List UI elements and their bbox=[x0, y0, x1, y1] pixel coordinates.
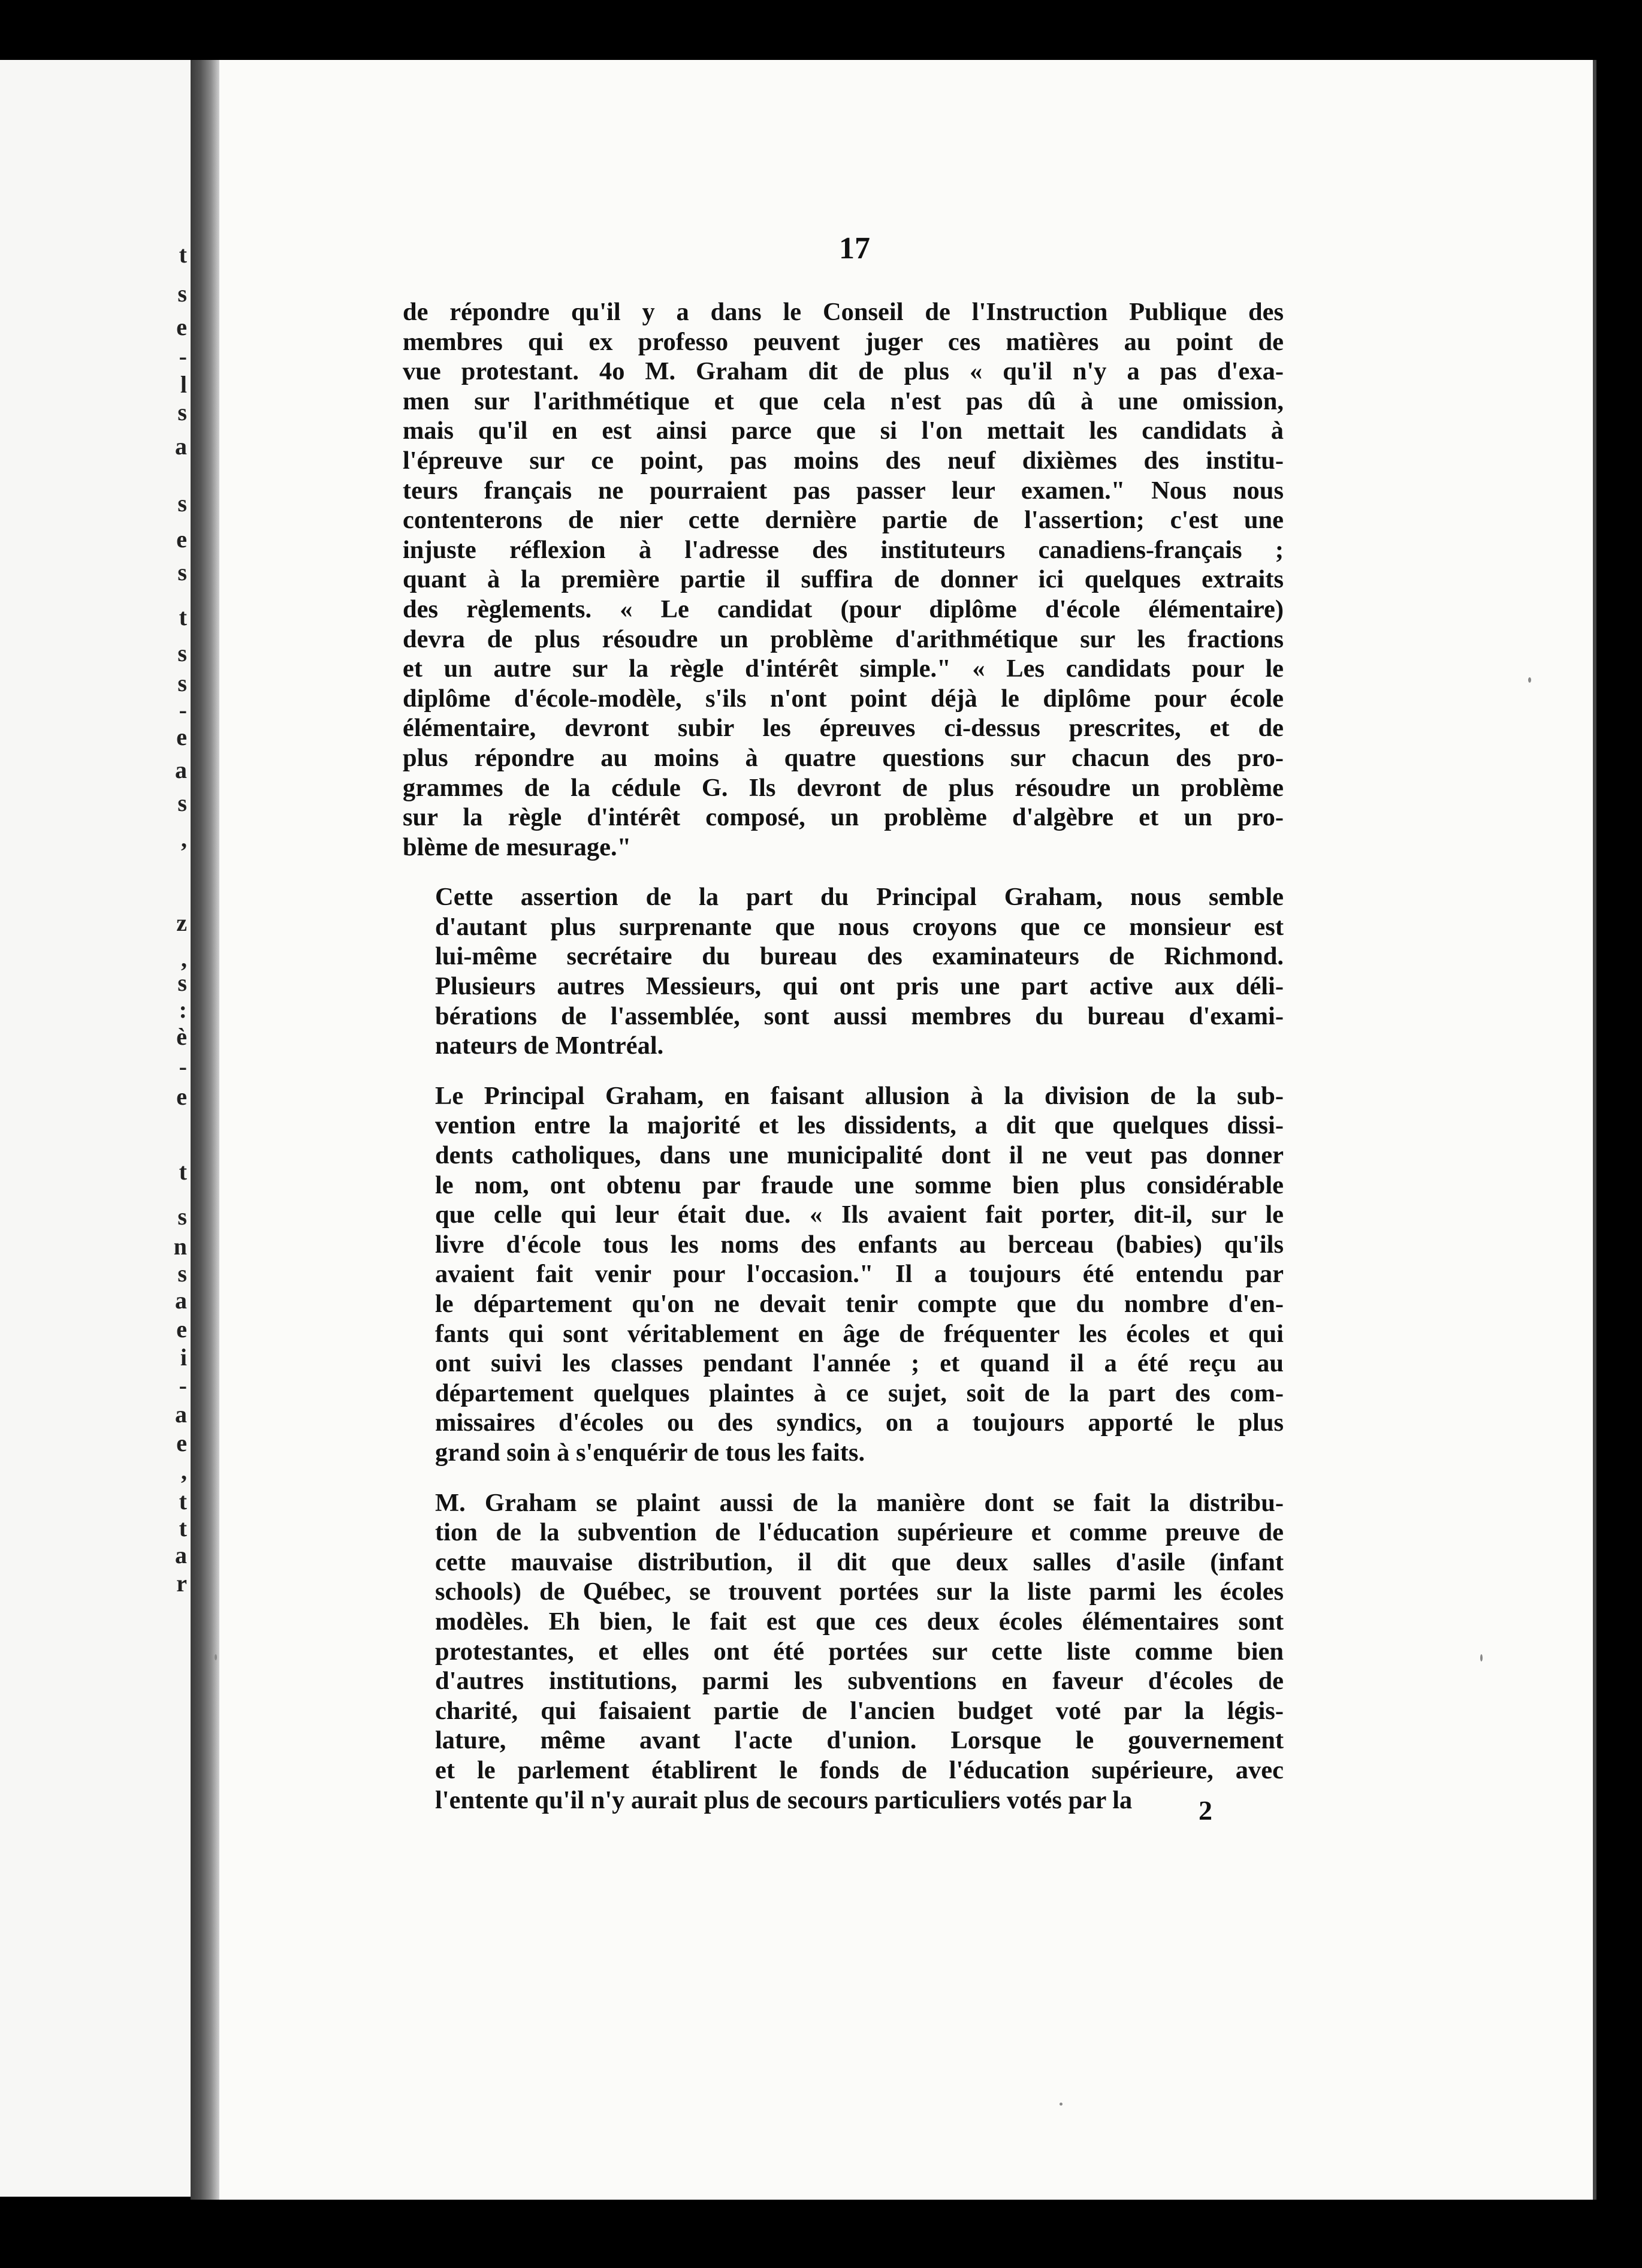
fringe-letter: t bbox=[179, 1158, 187, 1185]
page-edge-shadow bbox=[1593, 60, 1596, 2200]
fringe-letter: e bbox=[176, 1429, 187, 1456]
fringe-letter: l bbox=[180, 371, 187, 398]
text-line: nateurs de Montréal. bbox=[435, 1032, 664, 1060]
fringe-letter: - bbox=[179, 1372, 187, 1399]
facing-page-fringe-letters bbox=[0, 60, 191, 2197]
dust-speck bbox=[1060, 2103, 1063, 2106]
text-line: l'épreuve sur ce point, pas moins des neuf dixièmes des institu- bbox=[403, 446, 1284, 475]
paragraph bbox=[403, 1081, 1284, 1468]
text-line: livre d'école tous les noms des enfants au berceau (babies) qu'ils bbox=[435, 1230, 1284, 1259]
text-line: d'autant plus surprenante que nous croyons que ce monsieur est bbox=[435, 912, 1284, 941]
paragraph bbox=[403, 297, 1284, 862]
text-line: dents catholiques, dans une municipalité dont il ne veut pas donner bbox=[435, 1141, 1284, 1170]
fringe-letter: e bbox=[176, 313, 187, 340]
fringe-letter: a bbox=[175, 1287, 187, 1314]
fringe-letter: i bbox=[180, 1344, 187, 1371]
fringe-letter: e bbox=[176, 723, 187, 750]
text-line: modèles. Eh bien, le fait est que ces deux écoles élémentaires sont bbox=[435, 1607, 1284, 1636]
fringe-letter: r bbox=[176, 1570, 187, 1597]
text-line: missaires d'écoles ou des syndics, on a toujours apporté le plus bbox=[435, 1409, 1284, 1437]
dust-speck bbox=[215, 1654, 217, 1660]
text-line: plus répondre au moins à quatre questions sur chacun des pro- bbox=[403, 743, 1284, 772]
text-line: le nom, ont obtenu par fraude une somme bien plus considérable bbox=[435, 1171, 1284, 1199]
text-line: département quelques plaintes à ce sujet, soit de la part des com- bbox=[435, 1379, 1284, 1407]
text-line: élémentaire, devront subir les épreuves ci-dessus prescrites, et de bbox=[403, 714, 1284, 743]
fringe-letter: s bbox=[177, 280, 187, 307]
fringe-letter: n bbox=[173, 1233, 187, 1260]
text-line: vue protestant. 4o M. Graham dit de plus « qu'il n'y a pas d'exa- bbox=[403, 357, 1284, 386]
text-line: contenterons de nier cette dernière partie de l'assertion; c'est une bbox=[403, 506, 1284, 535]
text-line: blème de mesurage." bbox=[403, 833, 632, 861]
fringe-letter: s bbox=[177, 669, 187, 696]
text-line: membres qui ex professo peuvent juger ces matières au point de bbox=[403, 327, 1284, 356]
fringe-letter: t bbox=[179, 1515, 187, 1542]
fringe-letter: s bbox=[177, 640, 187, 666]
fringe-letter: e bbox=[176, 1083, 187, 1110]
text-line: Cette assertion de la part du Principal Graham, nous semble bbox=[435, 883, 1284, 912]
fringe-letter: s bbox=[177, 789, 187, 816]
fringe-letter: è bbox=[176, 1023, 187, 1050]
fringe-letter: a bbox=[175, 433, 187, 460]
text-line: cette mauvaise distribution, il dit que deux salles d'asile (infant bbox=[435, 1548, 1284, 1576]
text-line: grand soin à s'enquérir de tous les faits. bbox=[435, 1438, 865, 1467]
text-line: d'autres institutions, parmi les subventions en faveur d'écoles de bbox=[435, 1667, 1284, 1696]
text-line: grammes de la cédule G. Ils devront de plus résoudre un problème bbox=[403, 773, 1284, 802]
fringe-letter: , bbox=[181, 825, 187, 852]
text-line: injuste réflexion à l'adresse des instituteurs canadiens-français ; bbox=[403, 535, 1284, 564]
text-line: Le Principal Graham, en faisant allusion à la division de la sub- bbox=[435, 1081, 1284, 1110]
fringe-letter: s bbox=[177, 490, 187, 517]
text-line: schools) de Québec, se trouvent portées sur la liste parmi les écoles bbox=[435, 1578, 1284, 1606]
text-line: le département qu'on ne devait tenir compte que du nombre d'en- bbox=[435, 1290, 1284, 1318]
fringe-letter: s bbox=[177, 1260, 187, 1287]
fringe-letter: t bbox=[179, 604, 187, 631]
text-line: bérations de l'assemblée, sont aussi membres du bureau d'exami- bbox=[435, 1002, 1284, 1030]
text-line: que celle qui leur était due. « Ils avaient fait porter, dit-il, sur le bbox=[435, 1201, 1284, 1229]
fringe-letter: a bbox=[175, 756, 187, 783]
fringe-letter: - bbox=[179, 343, 187, 370]
text-line: sur la règle d'intérêt composé, un problème d'algèbre et un pro- bbox=[403, 803, 1284, 832]
dust-speck bbox=[1528, 677, 1531, 683]
signature-mark: 2 bbox=[1199, 1795, 1212, 1826]
facing-page-edge bbox=[0, 60, 191, 2197]
fringe-letter: : bbox=[179, 996, 187, 1023]
text-line: lature, même avant l'acte d'union. Lorsque le gouvernement bbox=[435, 1726, 1284, 1755]
fringe-letter: z bbox=[176, 909, 187, 936]
text-line: l'entente qu'il n'y aurait plus de secours particuliers votés par la bbox=[435, 1786, 1133, 1814]
body-text bbox=[403, 297, 1284, 1815]
text-line: protestantes, et elles ont été portées sur cette liste comme bien bbox=[435, 1637, 1284, 1666]
text-line: de répondre qu'il y a dans le Conseil de l'Instruction Publique des bbox=[403, 298, 1284, 326]
text-line: mais qu'il en est ainsi parce que si l'on mettait les candidats à bbox=[403, 417, 1284, 445]
dust-speck bbox=[1480, 1654, 1483, 1661]
text-line: et un autre sur la règle d'intérêt simple." « Les candidats pour le bbox=[403, 655, 1284, 683]
fringe-letter: - bbox=[179, 696, 187, 723]
text-line: fants qui sont véritablement en âge de fréquenter les écoles et qui bbox=[435, 1319, 1284, 1348]
text-line: charité, qui faisaient partie de l'ancien budget voté par la légis- bbox=[435, 1696, 1284, 1725]
text-line: vention entre la majorité et les dissidents, a dit que quelques dissi- bbox=[435, 1111, 1284, 1140]
text-line: avaient fait venir pour l'occasion." Il a toujours été entendu par bbox=[435, 1260, 1284, 1289]
fringe-letter: t bbox=[179, 1488, 187, 1515]
fringe-letter: , bbox=[181, 945, 187, 972]
fringe-letter: s bbox=[177, 559, 187, 586]
text-line: M. Graham se plaint aussi de la manière dont se fait la distribu- bbox=[435, 1488, 1284, 1517]
fringe-letter: t bbox=[179, 241, 187, 268]
text-line: men sur l'arithmétique et que cela n'est pas dû à une omission, bbox=[403, 387, 1284, 415]
text-line: des règlements. « Le candidat (pour diplôme d'école élémentaire) bbox=[403, 595, 1284, 623]
text-line: devra de plus résoudre un problème d'arithmétique sur les fractions bbox=[403, 625, 1284, 653]
binding-gutter bbox=[191, 60, 219, 2200]
fringe-letter: a bbox=[175, 1401, 187, 1428]
fringe-letter: s bbox=[177, 1203, 187, 1230]
paragraph bbox=[403, 882, 1284, 1061]
fringe-letter: s bbox=[177, 399, 187, 426]
fringe-letter: , bbox=[181, 1458, 187, 1485]
fringe-letter: a bbox=[175, 1542, 187, 1569]
text-line: ont suivi les classes pendant l'année ; et quand il a été reçu au bbox=[435, 1349, 1284, 1378]
text-line: tion de la subvention de l'éducation supérieure et comme preuve de bbox=[435, 1518, 1284, 1547]
paragraph bbox=[403, 1488, 1284, 1815]
fringe-letter: - bbox=[179, 1053, 187, 1080]
text-line: quant à la première partie il suffira de donner ici quelques extraits bbox=[403, 565, 1284, 594]
fringe-letter: e bbox=[176, 526, 187, 553]
text-line: Plusieurs autres Messieurs, qui ont pris une part active aux déli- bbox=[435, 972, 1284, 1001]
fringe-letter: e bbox=[176, 1316, 187, 1343]
text-line: lui-même secrétaire du bureau des examinateurs de Richmond. bbox=[435, 942, 1284, 971]
text-line: diplôme d'école-modèle, s'ils n'ont point déjà le diplôme pour école bbox=[403, 684, 1284, 713]
fringe-letter: s bbox=[177, 969, 187, 996]
text-line: teurs français ne pourraient pas passer leur examen." Nous nous bbox=[403, 476, 1284, 505]
text-line: et le parlement établirent le fonds de l'éducation supérieure, avec bbox=[435, 1756, 1284, 1784]
